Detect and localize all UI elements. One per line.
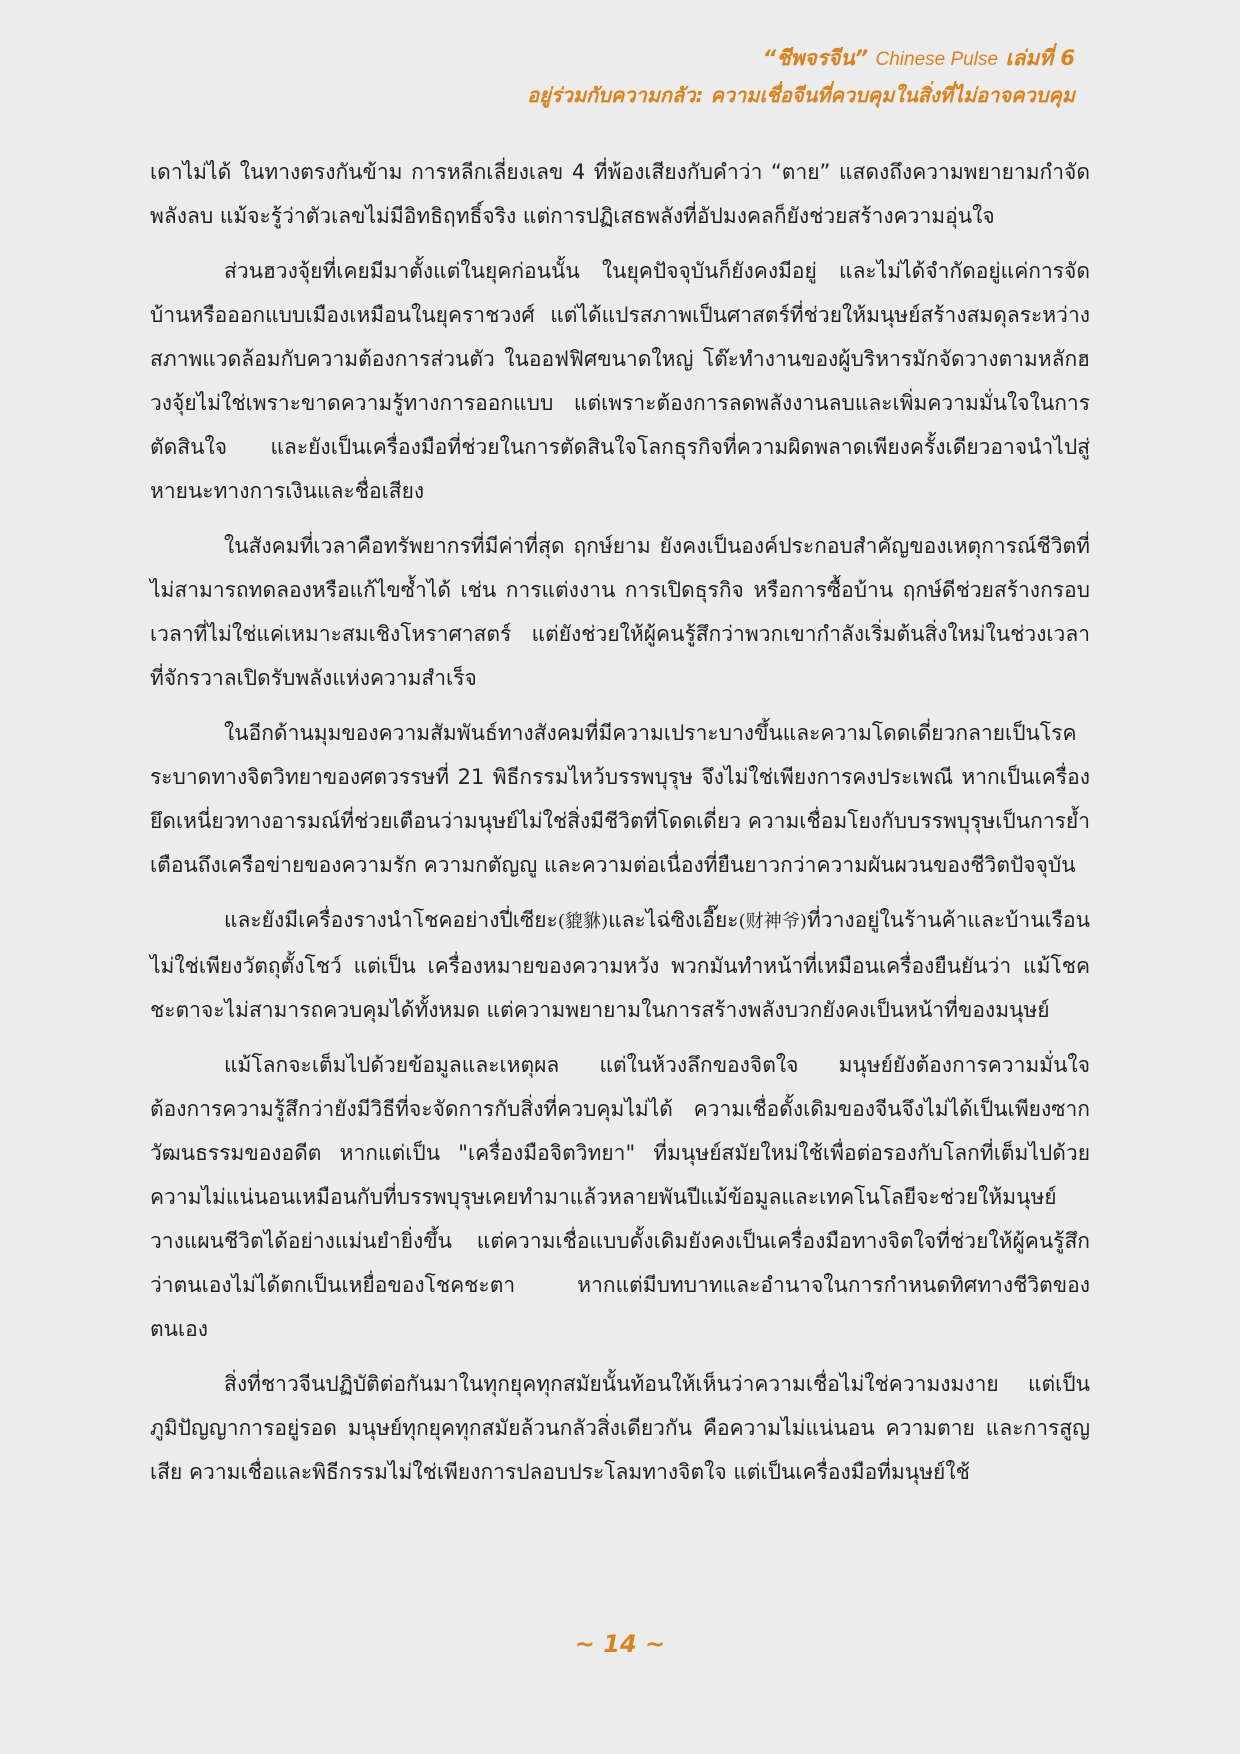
paragraph: เดาไม่ได้ ในทางตรงกันข้าม การหลีกเลี่ยงเลข 4 ที่พ้องเสียงกับคำว่า “ตาย” แสดงถึงความพยายามกำจัดพลังลบ แม้จะรู้ว่าตัวเลขไม่มีอิทธิฤทธิ์จริง แต่การปฏิเสธพลังที่อัปมงคลก็ยังช่วยสร้างความอุ่นใจ <box>150 160 1090 228</box>
body-text <box>150 150 1090 1505</box>
paragraph-text: และไฉ่ซิงเอี๊ยะ <box>608 908 739 932</box>
series-title: “ชีพจรจีน” <box>762 46 869 70</box>
running-header <box>527 40 1075 112</box>
volume-label: เล่มที่ 6 <box>1005 46 1075 70</box>
paragraph: ในอีกด้านมุมของความสัมพันธ์ทางสังคมที่มีความเปราะบางขึ้นและความโดดเดี่ยวกลายเป็นโรคระบาดทางจิตวิทยาของศตวรรษที่ 21 พิธีกรรมไหว้บรรพบุรุษ จึงไม่ใช่เพียงการคงประเพณี หากเป็นเครื่องยึดเหนี่ยวทางอารมณ์ที่ช่วยเตือนว่ามนุษย์ไม่ใช่สิ่งมีชีวิตที่โดดเดี่ยว ความเชื่อมโยงกับบรรพบุรุษเป็นการย้ำเตือนถึงเครือข่ายของความรัก ความกตัญญู และความต่อเนื่องที่ยืนยาวกว่าความผันผวนของชีวิตปัจจุบัน <box>150 721 1090 877</box>
paragraph: ส่วนฮวงจุ้ยที่เคยมีมาตั้งแต่ในยุคก่อนนั้น ในยุคปัจจุบันก็ยังคงมีอยู่ และไม่ได้จำกัดอยู่แค่การจัดบ้านหรือออกแบบเมืองเหมือนในยุคราชวงศ์ แต่ได้แปรสภาพเป็นศาสตร์ที่ช่วยให้มนุษย์สร้างสมดุลระหว่างสภาพแวดล้อมกับความต้องการส่วนตัว ในออฟฟิศขนาดใหญ่ โต๊ะทำงานของผู้บริหารมักจัดวางตามหลักฮวงจุ้ยไม่ใช่เพราะขาดความรู้ทางการออกแบบ แต่เพราะต้องการลดพลังงานลบและเพิ่มความมั่นใจในการตัดสินใจ และยังเป็นเครื่องมือที่ช่วยในการตัดสินใจโลกธุรกิจที่ความผิดพลาดเพียงครั้งเดียวอาจนำไปสู่หายนะทางการเงินและชื่อเสียง <box>150 259 1090 503</box>
chapter-subtitle: อยู่ร่วมกับความกลัว: ความเชื่อจีนที่ควบคุมในสิ่งที่ไม่อาจควบคุม <box>527 83 1075 107</box>
paragraph: สิ่งที่ชาวจีนปฏิบัติต่อกันมาในทุกยุคทุกสมัยนั้นท้อนให้เห็นว่าความเชื่อไม่ใช่ความงมงาย แต่เป็นภูมิปัญญาการอยู่รอด มนุษย์ทุกยุคทุกสมัยล้วนกลัวสิ่งเดียวกัน คือความไม่แน่นอน ความตาย และการสูญเสีย ความเชื่อและพิธีกรรมไม่ใช่เพียงการปลอบประโลมทางจิตใจ แต่เป็นเครื่องมือที่มนุษย์ใช้ <box>150 1372 1090 1484</box>
paragraph: ในสังคมที่เวลาคือทรัพยากรที่มีค่าที่สุด ฤกษ์ยาม ยังคงเป็นองค์ประกอบสำคัญของเหตุการณ์ชีวิตที่ไม่สามารถทดลองหรือแก้ไขซ้ำได้ เช่น การแต่งงาน การเปิดธุรกิจ หรือการซื้อบ้าน ฤกษ์ดีช่วยสร้างกรอบเวลาที่ไม่ใช่แค่เหมาะสมเชิงโหราศาสตร์ แต่ยังช่วยให้ผู้คนรู้สึกว่าพวกเขากำลังเริ่มต้นสิ่งใหม่ในช่วงเวลาที่จักรวาลเปิดรับพลังแห่งความสำเร็จ <box>150 534 1090 690</box>
chinese-term-pixiu: (貔貅) <box>557 911 609 932</box>
series-title-line <box>527 40 1075 78</box>
series-title-latin: Chinese Pulse <box>875 49 999 70</box>
paragraph <box>150 898 1090 1032</box>
chinese-term-caishenye: (财神爷) <box>738 911 807 932</box>
paragraph-text: และยังมีเครื่องรางนำโชคอย่างปี่เซียะ <box>224 908 558 932</box>
paragraph-text: ที่วางอยู่ในร้านค้าและบ้านเรือน ไม่ใช่เพียงวัตถุตั้งโชว์ แต่เป็น เครื่องหมายของความหวัง พวกมันทำหน้าที่เหมือนเครื่องยืนยันว่า แม้โชคชะตาจะไม่สามารถควบคุมได้ทั้งหมด แต่ความพยายามในการสร้างพลังบวกยังคงเป็นหน้าที่ของมนุษย์ <box>150 908 1090 1022</box>
paragraph: แม้โลกจะเต็มไปด้วยข้อมูลและเหตุผล แต่ในห้วงลึกของจิตใจ มนุษย์ยังต้องการความมั่นใจต้องการความรู้สึกว่ายังมีวิธีที่จะจัดการกับสิ่งที่ควบคุมไม่ได้ ความเชื่อดั้งเดิมของจีนจึงไม่ได้เป็นเพียงซากวัฒนธรรมของอดีต หากแต่เป็น "เครื่องมือจิตวิทยา" ที่มนุษย์สมัยใหม่ใช้เพื่อต่อรองกับโลกที่เต็มไปด้วยความไม่แน่นอนเหมือนกับที่บรรพบุรุษเคยทำมาแล้วหลายพันปีแม้ข้อมูลและเทคโนโลยีจะช่วยให้มนุษย์วางแผนชีวิตได้อย่างแม่นยำยิ่งขึ้น แต่ความเชื่อแบบดั้งเดิมยังคงเป็นเครื่องมือทางจิตใจที่ช่วยให้ผู้คนรู้สึกว่าตนเองไม่ได้ตกเป็นเหยื่อของโชคชะตา หากแต่มีบทบาทและอำนาจในการกำหนดทิศทางชีวิตของตนเอง <box>150 1053 1090 1341</box>
page-number: ~ 14 ~ <box>574 1630 666 1658</box>
